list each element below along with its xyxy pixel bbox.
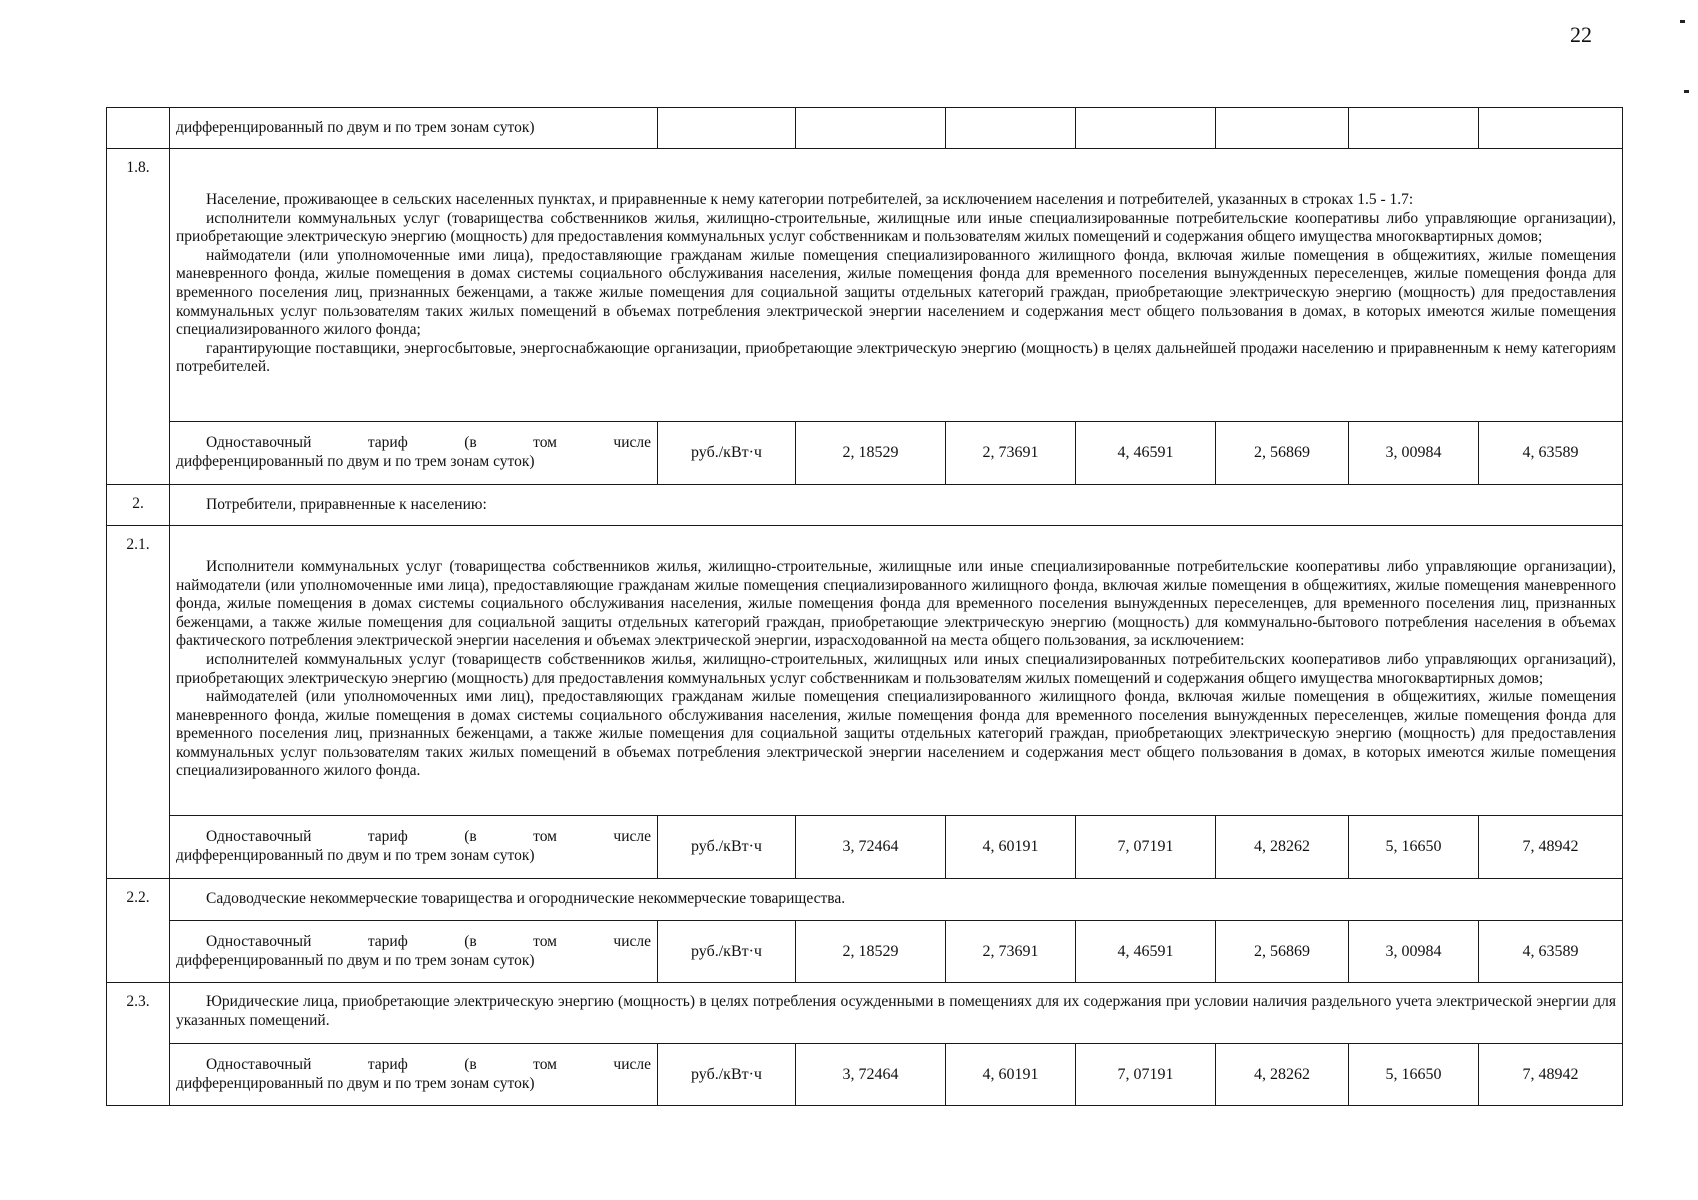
continued-text: дифференцированный по двум и по трем зонам суток) — [176, 118, 535, 136]
table-row — [107, 108, 1623, 149]
value-cell: 2, 73691 — [946, 921, 1076, 983]
table-row — [107, 1044, 1623, 1106]
paragraph: Население, проживающее в сельских населенных пунктах, и приравненные к нему категории потребителей, за исключением населения и потребителей, указанных в строках 1.5 - 1.7: — [206, 191, 1414, 209]
value-cell: 7, 07191 — [1076, 1044, 1216, 1106]
scan-mark-mid — [1684, 90, 1689, 93]
value-cell: 4, 63589 — [1479, 921, 1623, 983]
paragraph: Потребители, приравненные к населению: — [206, 495, 487, 513]
tariff-label: Одноставочный тариф (в том числе дифференцированный по двум и по трем зонам суток) — [170, 921, 658, 983]
value-cell: 2, 73691 — [946, 422, 1076, 485]
section-description — [170, 485, 1623, 526]
value-cell: 5, 16650 — [1349, 1044, 1479, 1106]
unit-cell: руб./кВт·ч — [658, 816, 796, 879]
value-cell: 3, 00984 — [1349, 422, 1479, 485]
paragraph: Исполнители коммунальных услуг (товарищества собственников жилья, жилищно-строительные, жилищные или иные специализированные потребительские кооперативы либо управляющие организации), наймодатели (или уполномоченные ими лица), предоставляющие гражданам жилые помещения специализированного жилищного фонда, включая жилые помещения в общежитиях, жилые помещения маневренного фонда, жилые помещения в домах системы социального обслуживания населения, жилые помещения фонда для временного поселения вынужденных переселенцев, для временного поселения лиц, признанных беженцами, а также жилые помещения для социальной защиты отдельных категорий граждан, приобретающие электрическую энергию (мощность) для коммунально-бытового потребления населения в объемах фактического потребления электрической энергии населения и объемах электрической энергии, израсходованной на места общего пользования, за исключением: — [176, 557, 1616, 650]
row-number: 2. — [107, 485, 170, 526]
table-row — [107, 921, 1623, 983]
value-cell: 2, 18529 — [796, 422, 946, 485]
value-cell: 3, 72464 — [796, 816, 946, 879]
value-cell: 7, 48942 — [1479, 816, 1623, 879]
value-cell: 4, 60191 — [946, 816, 1076, 879]
value-cell: 4, 63589 — [1479, 422, 1623, 485]
value-cell: 7, 48942 — [1479, 1044, 1623, 1106]
table-row — [107, 422, 1623, 485]
paragraph: исполнителей коммунальных услуг (товариществ собственников жилья, жилищно-строительных, жилищных или иных специализированных потребительских кооперативов либо управляющих организаций), приобретающих электрическую энергию (мощность) для предоставления коммунальных услуг собственникам и пользователям жилых помещений и содержания общего имущества многоквартирных домов; — [176, 650, 1616, 687]
value-cell: 3, 00984 — [1349, 921, 1479, 983]
value-cell: 2, 56869 — [1216, 921, 1349, 983]
tariff-label: Одноставочный тариф (в том числе дифференцированный по двум и по трем зонам суток) — [170, 422, 658, 485]
num-cell — [107, 108, 170, 149]
tariff-label: Одноставочный тариф (в том числе дифференцированный по двум и по трем зонам суток) — [170, 1044, 658, 1106]
value-cell: 4, 60191 — [946, 1044, 1076, 1106]
table-row — [107, 816, 1623, 879]
row-number: 2.1. — [107, 526, 170, 879]
value-cell: 4, 46591 — [1076, 921, 1216, 983]
page-number: 22 — [1570, 22, 1592, 47]
row-number: 2.3. — [107, 983, 170, 1106]
row-number: 1.8. — [107, 149, 170, 485]
unit-cell: руб./кВт·ч — [658, 921, 796, 983]
value-cell: 2, 18529 — [796, 921, 946, 983]
value-cell: 7, 07191 — [1076, 816, 1216, 879]
paragraph: исполнители коммунальных услуг (товарищества собственников жилья, жилищно-строительные, жилищные или иные специализированные потребительские кооперативы либо управляющие организации), приобретающие электрическую энергию (мощность) для предоставления коммунальных услуг собственникам и пользователям жилых помещений и содержания общего имущества многоквартирных домов; — [176, 209, 1616, 246]
section-description — [170, 149, 1623, 422]
table-row — [107, 983, 1623, 1044]
continued-label — [170, 108, 658, 149]
unit-cell: руб./кВт·ч — [658, 1044, 796, 1106]
section-description — [170, 983, 1623, 1044]
section-description — [170, 879, 1623, 921]
value-cell: 3, 72464 — [796, 1044, 946, 1106]
value-cell: 4, 28262 — [1216, 1044, 1349, 1106]
value-cell: 4, 28262 — [1216, 816, 1349, 879]
paragraph: наймодатели (или уполномоченные ими лица), предоставляющие гражданам жилые помещения специализированного жилищного фонда, включая жилые помещения в общежитиях, жилые помещения маневренного фонда, жилые помещения в домах системы социального обслуживания населения, жилые помещения фонда для временного поселения вынужденных переселенцев, жилые помещения фонда для временного поселения лиц, признанных беженцами, а также жилые помещения для социальной защиты отдельных категорий граждан, приобретающие электрическую энергию (мощность) для предоставления коммунальных услуг пользователям таких жилых помещений в объемах потребления электрической энергии населением и содержания мест общего пользования в домах, в которых имеются жилые помещения специализированного жилого фонда; — [176, 246, 1616, 339]
paragraph: наймодателей (или уполномоченных ими лиц), предоставляющих гражданам жилые помещения специализированного жилищного фонда, включая жилые помещения в общежитиях, жилые помещения маневренного фонда, жилые помещения в домах системы социального обслуживания населения, жилые помещения фонда для временного поселения вынужденных переселенцев, жилые помещения фонда для временного поселения лиц, признанных беженцами, а также жилые помещения для социальной защиты отдельных категорий граждан, приобретающих электрическую энергию (мощность) для предоставления коммунальных услуг пользователям таких жилых помещений в объемах потребления электрической энергии населением и содержания мест общего пользования в домах, в которых имеются жилые помещения специализированного жилого фонда. — [176, 688, 1616, 780]
section-description — [170, 526, 1623, 816]
unit-cell: руб./кВт·ч — [658, 422, 796, 485]
row-number: 2.2. — [107, 879, 170, 983]
paragraph: Юридические лица, приобретающие электрическую энергию (мощность) в целях потребления осужденными в помещениях для их содержания при условии наличия раздельного учета электрической энергии для указанных помещений. — [176, 993, 1616, 1029]
value-cell: 5, 16650 — [1349, 816, 1479, 879]
paragraph: гарантирующие поставщики, энергосбытовые, энергоснабжающие организации, приобретающие электрическую энергию (мощность) в целях дальнейшей продажи населению и приравненным к нему категориям потребителей. — [176, 339, 1616, 376]
scan-mark-top — [1680, 20, 1685, 23]
value-cell: 4, 46591 — [1076, 422, 1216, 485]
tariff-label: Одноставочный тариф (в том числе дифференцированный по двум и по трем зонам суток) — [170, 816, 658, 879]
table-row — [107, 526, 1623, 816]
table-row — [107, 485, 1623, 526]
value-cell: 2, 56869 — [1216, 422, 1349, 485]
paragraph: Садоводческие некоммерческие товарищества и огороднические некоммерческие товарищества. — [206, 890, 846, 908]
table-row — [107, 879, 1623, 921]
table-row — [107, 149, 1623, 422]
tariff-table — [106, 107, 1623, 1106]
